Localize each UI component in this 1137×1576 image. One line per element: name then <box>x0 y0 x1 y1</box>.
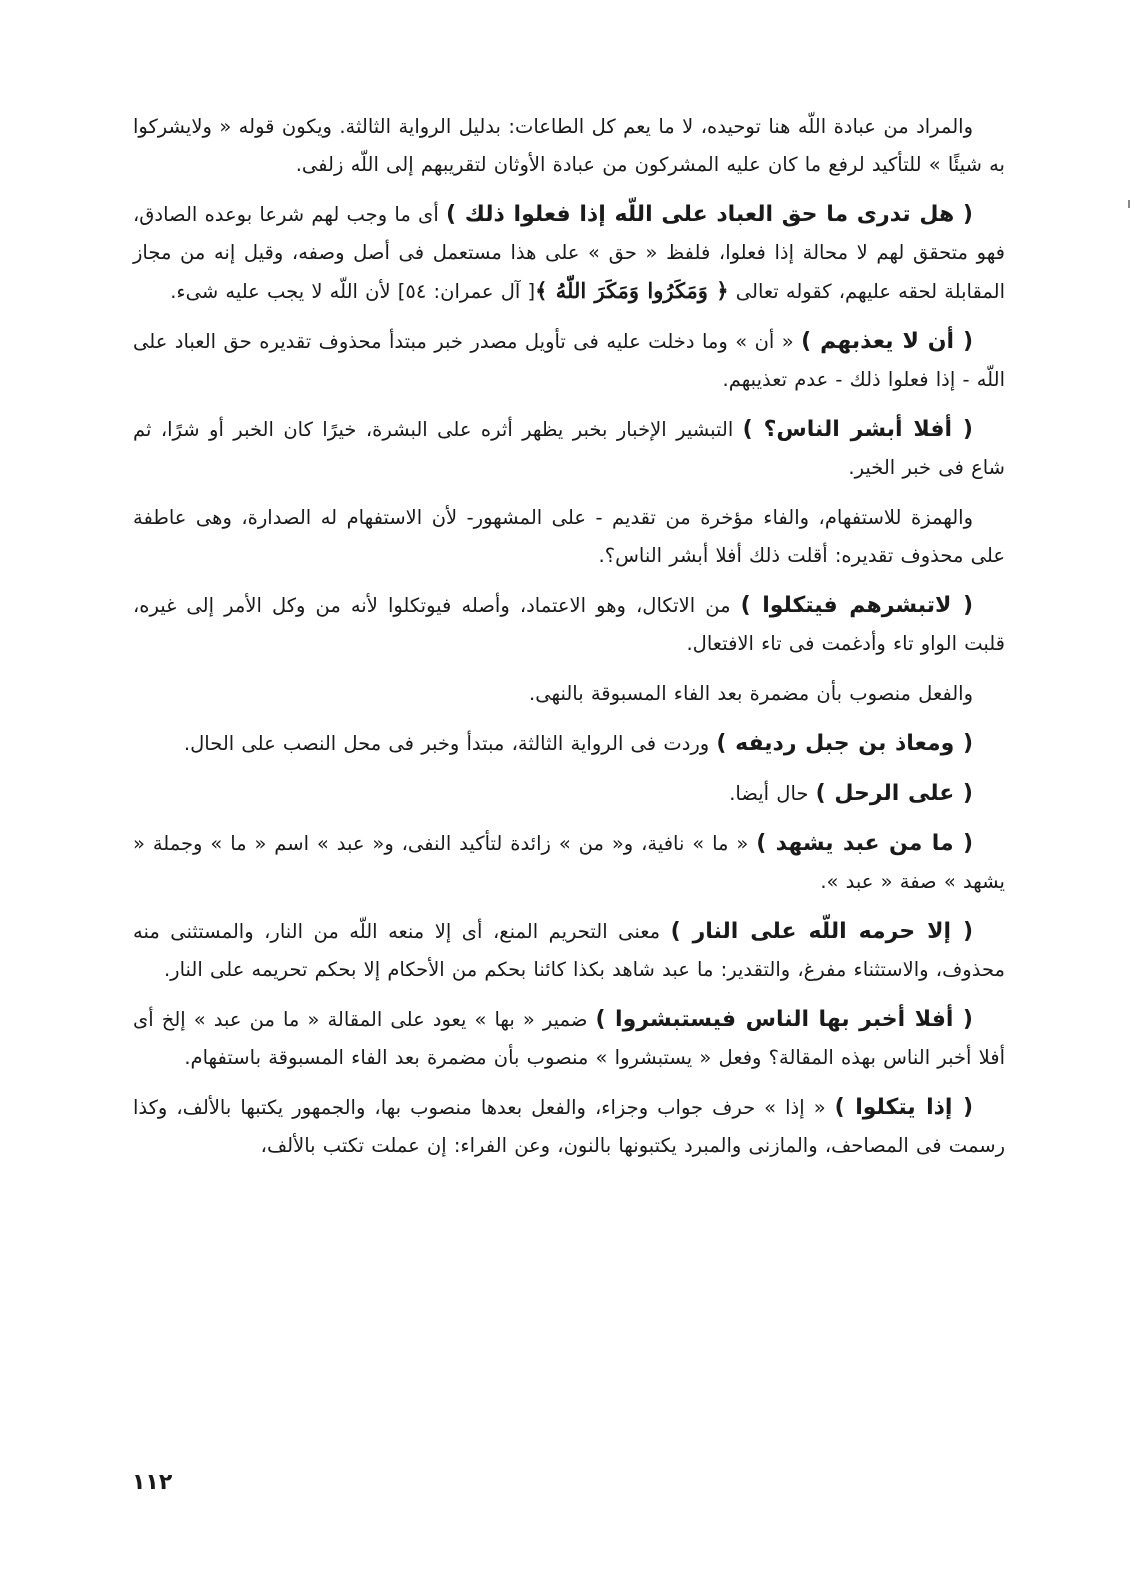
paragraph-6-body: من الاتكال، وهو الاعتماد، وأصله فيوتكلوا لأنه من وكل الأمر إلى غيره، قلبت الواو تاء وأدغمت فى تاء الافتعال. <box>133 594 1005 655</box>
paragraph-10-body: « ما » نافية، و« من » زائدة لتأكيد النفى، و« عبد » اسم « ما » وجملة « يشهد » صفة « عبد ». <box>133 832 1005 893</box>
paragraph-12 <box>133 1001 1005 1077</box>
paragraph-5 <box>133 499 1005 575</box>
paragraph-5-body: والهمزة للاستفهام، والفاء مؤخرة من تقديم - على المشهور- لأن الاستفهام له الصدارة، وهى عاطفة على محذوف تقديره: أقلت ذلك أفلا أبشر الناس؟. <box>133 506 1005 567</box>
paragraph-13-body: « إذا » حرف جواب وجزاء، والفعل بعدها منصوب بها، والجمهور يكتبها بالألف، وكذا رسمت فى المصاحف، والمازنى والمبرد يكتبونها بالنون، وعن الفراء: إن عملت تكتب بالألف، <box>133 1096 1005 1157</box>
paragraph-9-body: حال أيضا. <box>729 782 816 805</box>
paragraph-13 <box>133 1089 1005 1165</box>
quran-quote: ﴿ وَمَكَرُوا وَمَكَرَ اللّهُ ﴾ <box>535 278 729 303</box>
paragraph-9-heading: ( على الرحل ) <box>815 781 973 806</box>
paragraph-12-body: ضمير « بها » يعود على المقالة « ما من عبد » إلخ أى أفلا أخبر الناس بهذه المقالة؟ وفعل « يستبشروا » منصوب بأن مضمرة بعد الفاء المسبوقة باستفهام. <box>133 1008 1005 1069</box>
paragraph-9 <box>133 775 1005 813</box>
paragraph-3-heading: ( أن لا يعذبهم ) <box>801 329 974 354</box>
page-body <box>133 108 1005 1177</box>
paragraph-10-heading: ( ما من عبد يشهد ) <box>756 831 974 856</box>
paragraph-4-heading: ( أفلا أبشر الناس؟ ) <box>742 417 973 442</box>
paragraph-3-body: « أن » وما دخلت عليه فى تأويل مصدر خبر مبتدأ محذوف تقديره حق العباد على اللّه - إذا فعلوا ذلك - عدم تعذيبهم. <box>133 330 1005 391</box>
paragraph-8-body: وردت فى الرواية الثالثة، مبتدأ وخبر فى محل النصب على الحال. <box>183 732 717 755</box>
paragraph-4-body: التبشير الإخبار بخبر يظهر أثره على البشرة، خيرًا كان الخبر أو شرًا، ثم شاع فى خبر الخير. <box>133 418 1005 479</box>
paragraph-8-heading: ( ومعاذ بن جبل رديفه ) <box>716 731 973 756</box>
paragraph-1 <box>133 108 1005 184</box>
paragraph-4 <box>133 411 1005 487</box>
paragraph-7-body: والفعل منصوب بأن مضمرة بعد الفاء المسبوقة بالنهى. <box>529 682 973 705</box>
paragraph-12-heading: ( أفلا أخبر بها الناس فيستبشروا ) <box>595 1007 973 1032</box>
paragraph-8 <box>133 725 1005 763</box>
paragraph-11-heading: ( إلا حرمه اللّه على النار ) <box>670 919 973 944</box>
page-number: ١١٢ <box>132 1470 173 1495</box>
paragraph-7 <box>133 675 1005 713</box>
paragraph-6-heading: ( لاتبشرهم فيتكلوا ) <box>740 593 973 618</box>
scan-edge-mark <box>1128 200 1130 208</box>
paragraph-1-body: والمراد من عبادة اللّه هنا توحيده، لا ما يعم كل الطاعات: بدليل الرواية الثالثة. ويكون قوله « ولايشركوا به شيئًا » للتأكيد لرفع ما كان عليه المشركون من عبادة الأوثان لتقريبهم إلى اللّه زلفى. <box>133 115 1005 176</box>
paragraph-6 <box>133 587 1005 663</box>
paragraph-10 <box>133 825 1005 901</box>
paragraph-3 <box>133 323 1005 399</box>
paragraph-2 <box>133 196 1005 311</box>
paragraph-11-body: معنى التحريم المنع، أى إلا منعه اللّه من النار، والمستثنى منه محذوف، والاستثناء مفرغ، والتقدير: ما عبد شاهد بكذا كائنا بحكم من الأحكام إلا بحكم تحريمه على النار. <box>133 920 1005 981</box>
paragraph-11 <box>133 913 1005 989</box>
paragraph-2-heading: ( هل تدرى ما حق العباد على اللّه إذا فعلوا ذلك ) <box>446 202 973 227</box>
paragraph-2-tail: [ آل عمران: ٥٤] لأن اللّه لا يجب عليه شىء. <box>170 280 536 303</box>
paragraph-13-heading: ( إذا يتكلوا ) <box>834 1095 974 1120</box>
paragraph-2-body: أى ما وجب لهم شرعا بوعده الصادق، فهو متحقق لهم لا محالة إذا فعلوا، فلفظ « حق » على هذا مستعمل فى أصل وصفه، وقيل إنه من مجاز المقابلة لحقه عليهم، كقوله تعالى <box>133 203 1005 303</box>
